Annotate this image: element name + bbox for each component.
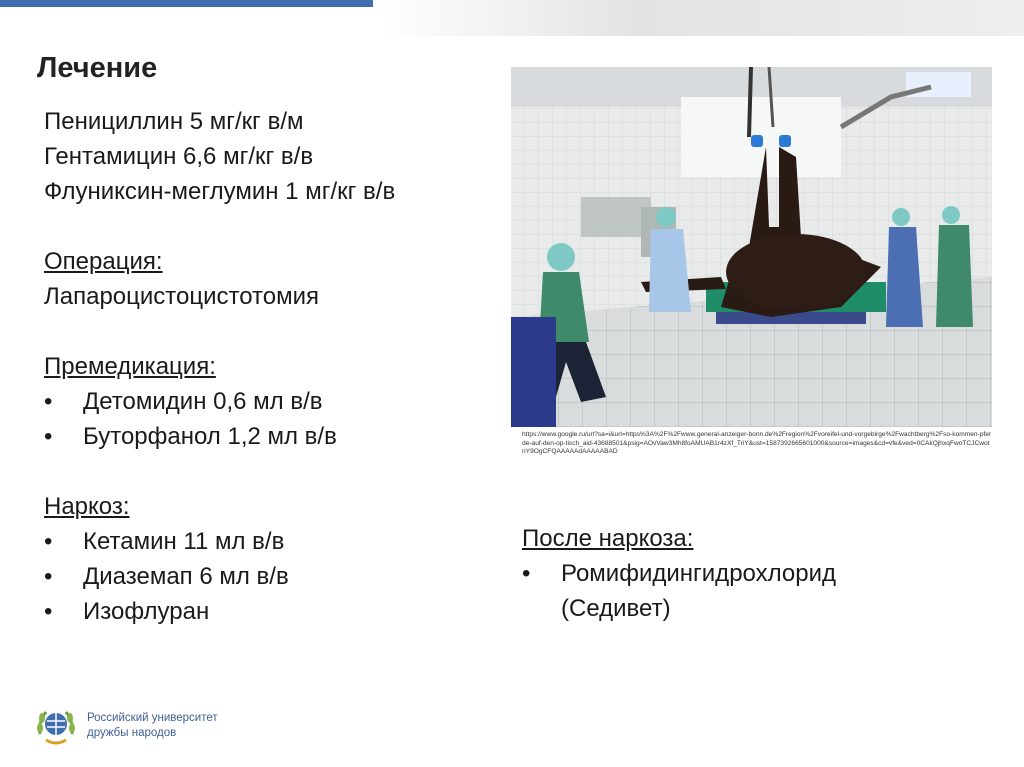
- bullet-mark: •: [522, 560, 531, 587]
- university-name: [87, 711, 218, 741]
- list-item: [44, 594, 494, 629]
- anesthesia-item: Изофлуран: [83, 598, 210, 625]
- operating-room-illustration: [511, 67, 992, 427]
- photo-source-caption: https://www.google.ru/url?sa=i&url=https%3A%2F%2Fwww.general-anzeiger-bonn.de%2Fregion%2Fvoreifel-und-vorgebirge%2Fwachtberg%2Fso-kommen-pferde-auf-den-op-tisch_aid-43688501&psig=AOvVaw3Mh8foAMUAB1r4zXf_TriY&ust=1587392665601000&source=images&cd=vfe&ved=0CAkQjhxqFwoTCJCwotnY9OgCFQAAAAAdAAAAABAD: [522, 431, 992, 456]
- list-item: [44, 419, 494, 454]
- top-gradient-band: [380, 0, 1024, 36]
- premedication-item: Буторфанол 1,2 мл в/в: [83, 423, 337, 450]
- bullet-mark: •: [44, 563, 53, 590]
- bullet-mark: •: [44, 423, 53, 450]
- post-anesthesia-block: [522, 521, 982, 626]
- premedication-item: Детомидин 0,6 мл в/в: [83, 388, 323, 415]
- anesthesia-heading: Наркоз:: [44, 493, 130, 520]
- laurel-globe-icon: [34, 704, 78, 748]
- operation-text: Лапароцистоцистотомия: [44, 283, 320, 310]
- drug-brand: (Седивет): [561, 595, 671, 622]
- university-name-line: дружбы народов: [87, 727, 177, 739]
- bullet-mark: •: [44, 388, 53, 415]
- top-accent-bar: [0, 0, 373, 7]
- list-item: [44, 524, 494, 559]
- anesthesia-item: Диаземап 6 мл в/в: [83, 563, 289, 590]
- drug-line: Флуниксин-меглумин 1 мг/кг в/в: [44, 178, 396, 205]
- drug-name: Ромифидингидрохлорид: [561, 560, 836, 587]
- surgery-photo: [511, 67, 992, 427]
- bullet-mark: •: [44, 598, 53, 625]
- slide-title: Лечение: [37, 52, 158, 84]
- drug-line: Гентамицин 6,6 мг/кг в/в: [44, 143, 314, 170]
- premedication-heading: Премедикация:: [44, 353, 216, 380]
- list-item: [522, 556, 982, 626]
- after-anesthesia-heading: После наркоза:: [522, 525, 694, 552]
- university-logo: [34, 704, 78, 748]
- operation-heading: Операция:: [44, 248, 163, 275]
- anesthesia-item: Кетамин 11 мл в/в: [83, 528, 285, 555]
- list-item: [44, 559, 494, 594]
- drug-line: Пенициллин 5 мг/кг в/м: [44, 108, 304, 135]
- university-name-line: Российский университет: [87, 712, 218, 724]
- treatment-text-block: [44, 104, 494, 629]
- list-item: [44, 384, 494, 419]
- after-anesthesia-item: [561, 556, 836, 626]
- bullet-mark: •: [44, 528, 53, 555]
